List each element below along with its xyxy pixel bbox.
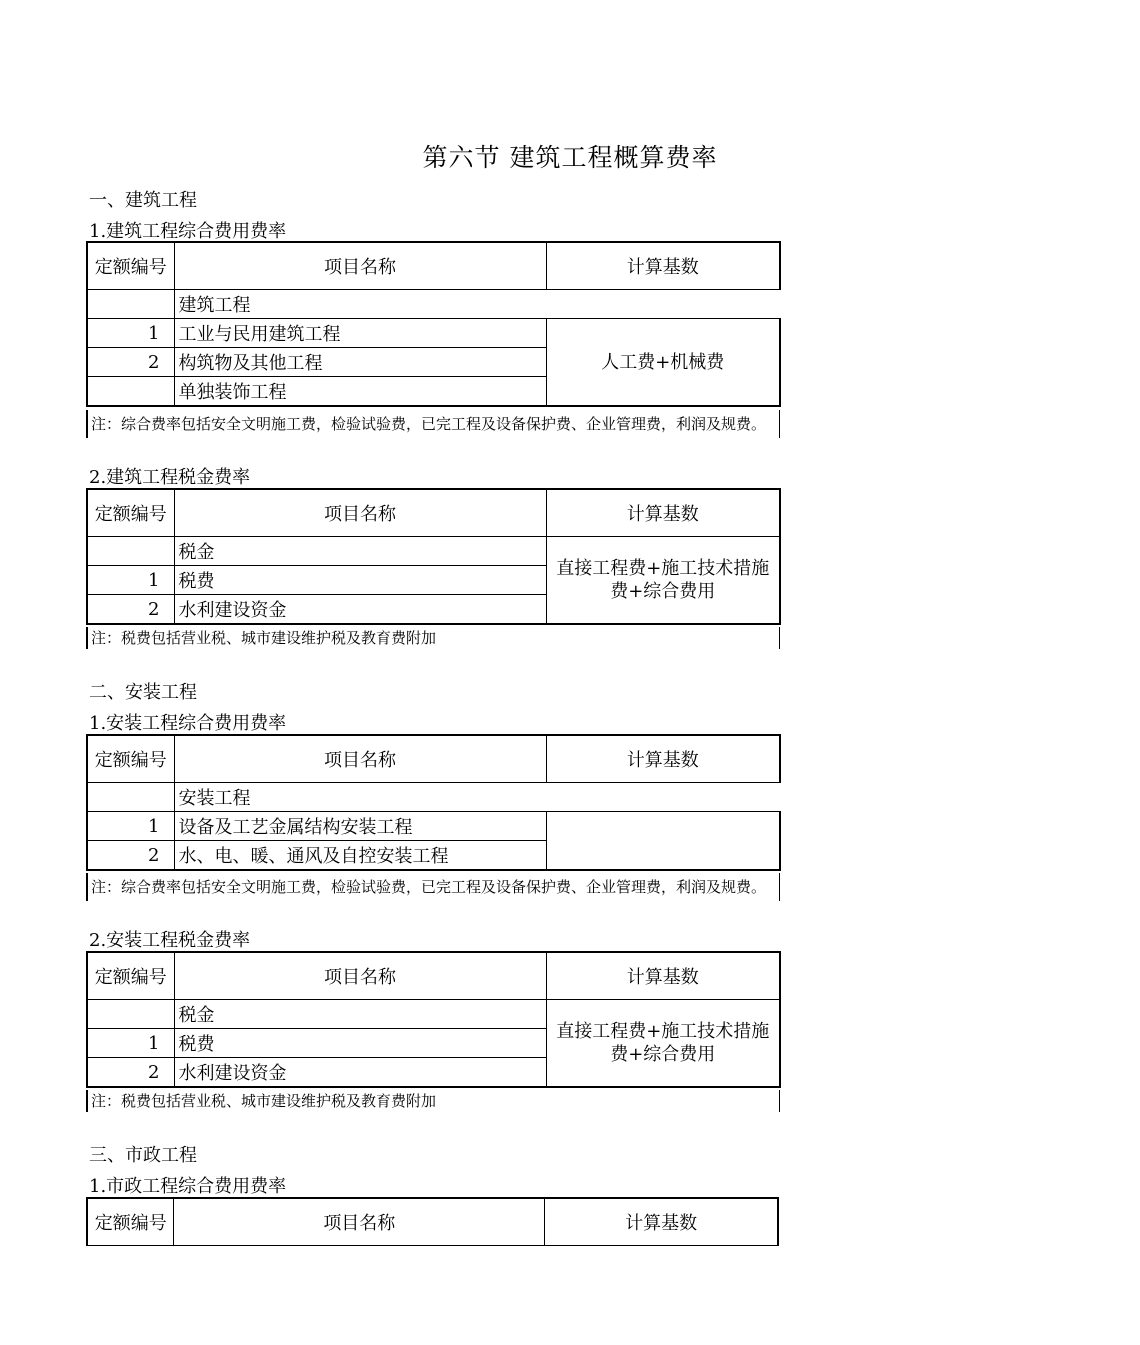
table-note xyxy=(86,873,781,901)
cell-code: 1 xyxy=(87,319,174,348)
building-tax-table xyxy=(86,488,781,625)
col-header-name: 项目名称 xyxy=(174,489,546,537)
table-title-building-tax: 2.建筑工程税金费率 xyxy=(89,467,251,488)
group-label: 建筑工程 xyxy=(174,290,780,319)
page-title: 第六节 建筑工程概算费率 xyxy=(422,143,718,172)
cell-name: 单独装饰工程 xyxy=(174,377,546,407)
col-header-code: 定额编号 xyxy=(87,1198,174,1246)
cell-name: 工业与民用建筑工程 xyxy=(174,319,546,348)
section-heading-install: 二、安装工程 xyxy=(89,682,197,703)
note-text: 注：综合费率包括安全文明施工费，检验试验费，已完工程及设备保护费、企业管理费，利润及规费。 xyxy=(91,415,767,433)
section-heading-building: 一、建筑工程 xyxy=(89,190,197,211)
table-row xyxy=(87,812,780,841)
table-header-row xyxy=(87,735,780,783)
cell-name: 税费 xyxy=(174,1029,546,1058)
col-header-base: 计算基数 xyxy=(546,242,780,290)
cell-name: 税费 xyxy=(174,566,546,595)
cell-code: 2 xyxy=(87,841,174,871)
cell-code: 1 xyxy=(87,566,174,595)
cell-code: 2 xyxy=(87,595,174,625)
table-header-row xyxy=(87,1198,778,1246)
note-text: 注：税费包括营业税、城市建设维护税及教育费附加 xyxy=(91,629,437,647)
cell-name: 税金 xyxy=(174,1000,546,1029)
note-text: 注：税费包括营业税、城市建设维护税及教育费附加 xyxy=(91,1092,437,1110)
cell-name: 水利建设资金 xyxy=(174,595,546,625)
table-row xyxy=(87,783,780,812)
table-header-row xyxy=(87,952,780,1000)
col-header-base: 计算基数 xyxy=(546,952,780,1000)
section-heading-municipal: 三、市政工程 xyxy=(89,1145,197,1166)
cell-name: 水、电、暖、通风及自控安装工程 xyxy=(174,841,546,871)
group-label: 安装工程 xyxy=(174,783,780,812)
cell-name: 税金 xyxy=(174,537,546,566)
col-header-code: 定额编号 xyxy=(87,489,174,537)
table-title-municipal-fee: 1.市政工程综合费用费率 xyxy=(89,1176,287,1197)
col-header-name: 项目名称 xyxy=(174,952,546,1000)
cell-code xyxy=(87,377,174,407)
table-header-row xyxy=(87,489,780,537)
table-note xyxy=(86,627,781,649)
col-header-name: 项目名称 xyxy=(174,735,546,783)
col-header-base: 计算基数 xyxy=(545,1198,778,1246)
table-row xyxy=(87,319,780,348)
building-fee-table xyxy=(86,241,781,407)
col-header-base: 计算基数 xyxy=(546,735,780,783)
install-tax-table xyxy=(86,951,781,1088)
cell-code xyxy=(87,290,174,319)
cell-code xyxy=(87,1000,174,1029)
cell-base: 直接工程费+施工技术措施费+综合费用 xyxy=(546,1000,780,1088)
table-title-install-tax: 2.安装工程税金费率 xyxy=(89,930,251,951)
cell-name: 构筑物及其他工程 xyxy=(174,348,546,377)
cell-code xyxy=(87,783,174,812)
col-header-name: 项目名称 xyxy=(174,242,546,290)
col-header-base: 计算基数 xyxy=(546,489,780,537)
table-header-row xyxy=(87,242,780,290)
col-header-code: 定额编号 xyxy=(87,242,174,290)
col-header-code: 定额编号 xyxy=(87,735,174,783)
cell-code: 1 xyxy=(87,1029,174,1058)
col-header-name: 项目名称 xyxy=(174,1198,545,1246)
install-fee-table xyxy=(86,734,781,871)
cell-name: 水利建设资金 xyxy=(174,1058,546,1088)
cell-code: 2 xyxy=(87,348,174,377)
cell-base xyxy=(546,812,780,871)
table-note xyxy=(86,1090,781,1112)
table-title-building-fee: 1.建筑工程综合费用费率 xyxy=(89,221,287,242)
cell-code: 1 xyxy=(87,812,174,841)
table-row xyxy=(87,290,780,319)
col-header-code: 定额编号 xyxy=(87,952,174,1000)
cell-base: 直接工程费+施工技术措施费+综合费用 xyxy=(546,537,780,625)
table-row xyxy=(87,1000,780,1029)
cell-name: 设备及工艺金属结构安装工程 xyxy=(174,812,546,841)
table-title-install-fee: 1.安装工程综合费用费率 xyxy=(89,713,287,734)
table-row xyxy=(87,537,780,566)
note-text: 注：综合费率包括安全文明施工费，检验试验费，已完工程及设备保护费、企业管理费，利润及规费。 xyxy=(91,878,767,896)
cell-base: 人工费+机械费 xyxy=(546,319,780,407)
cell-code xyxy=(87,537,174,566)
table-note xyxy=(86,410,781,438)
cell-code: 2 xyxy=(87,1058,174,1088)
municipal-fee-table xyxy=(86,1197,779,1234)
